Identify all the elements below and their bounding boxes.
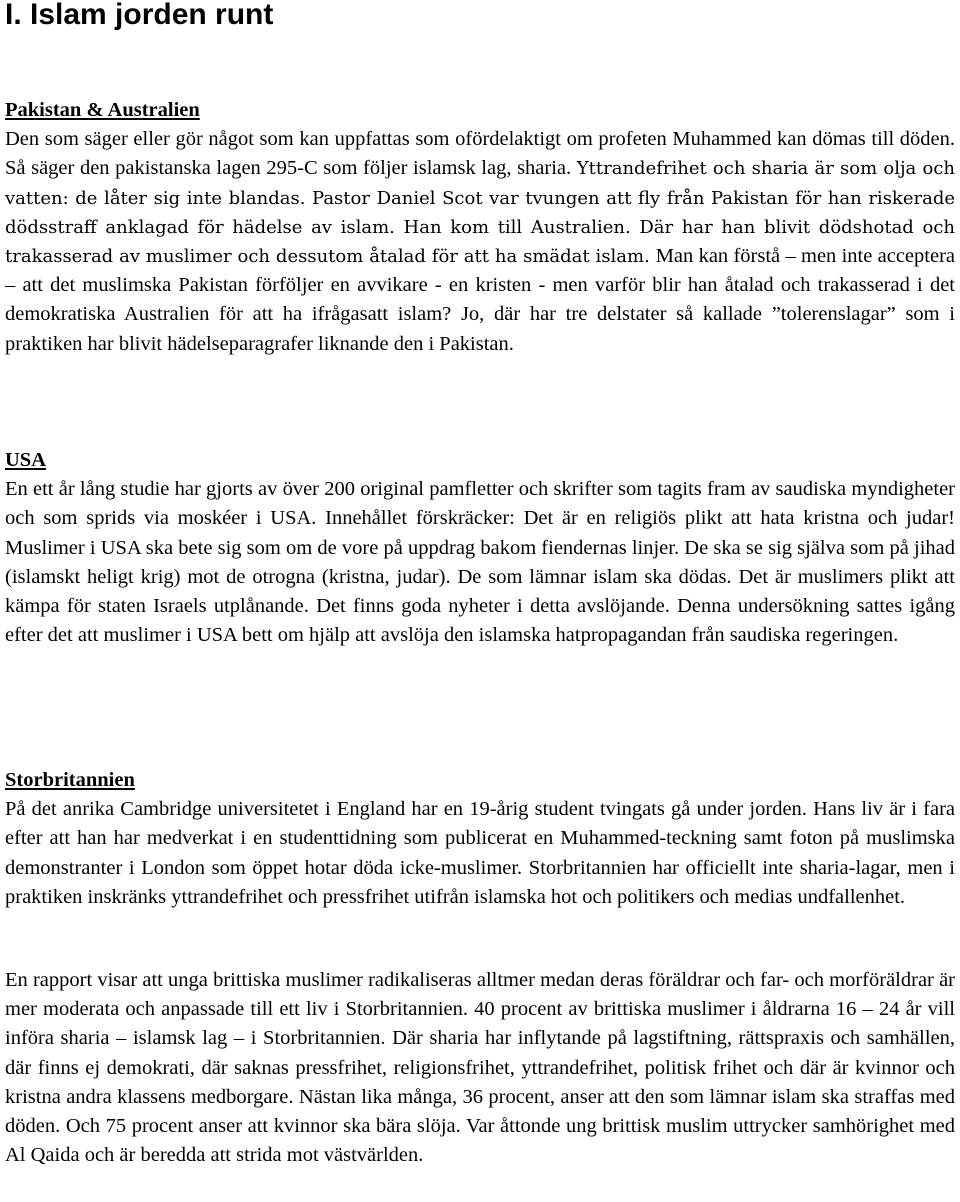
document-title: I. Islam jorden runt — [5, 0, 274, 31]
section-storbritannien — [5, 766, 955, 912]
section-heading-usa: USA — [5, 449, 47, 471]
paragraph-pakistan — [5, 125, 955, 359]
document-page — [5, 0, 955, 1167]
section-heading-pakistan: Pakistan & Australien — [5, 99, 200, 121]
pakistan-text-1: Den som säger eller gör något som kan uppfattas som ofördelaktigt om profeten Muhammed kan dömas till döden. Så säger den pakistanska lagen 295-C som följer islamsk lag, sharia. — [5, 128, 955, 180]
pakistan-text-4: Man kan förstå – men inte acceptera – att det muslimska Pakistan förföljer en avvikare - en kristen - men varför blir han åtalad och trakasserad i det demokratiska Australien för att ha ifrågasatt islam? Jo, där har tre delstater så kallade ”tolerenslagar” som i praktiken har blivit hädelseparagrafer liknande den i Pakistan. — [5, 245, 955, 355]
paragraph-storbritannien-2: En rapport visar att unga brittiska muslimer radikaliseras alltmer medan deras föräldrar och far- och morföräldrar är mer moderata och anpassade till ett liv i Storbritannien. 40 procent av brittiska muslimer i åldrarna 16 – 24 år vill införa sharia – islamsk lag – i Storbritannien. Där sharia har inflytande på lagstiftning, rättspraxis och samhällen, där finns ej demokrati, där saknas pressfrihet, religionsfrihet, yttrandefrihet, politisk frihet och där är kvinnor och kristna andra klassens medborgare. Nästan lika många, 36 procent, anser att den som lämnar islam ska straffas med döden. Och 75 procent anser att kvinnor ska bära slöja. Var åttonde ung brittisk muslim uttrycker samhörighet med Al Qaida och är beredda att strida mot västvärlden. — [5, 969, 955, 1167]
section-usa — [5, 446, 955, 650]
section-pakistan-australien — [5, 96, 955, 359]
paragraph-storbritannien-1: På det anrika Cambridge universitetet i England har en 19-årig student tvingats gå under jorden. Hans liv är i fara efter att han har medverkat i en studenttidning som publicerat en Muhammed-teckning samt foton på muslimska demonstranter i London som öppet hotar döda icke-muslimer. Storbritannien har officiellt inte sharia-lagar, men i praktiken inskränks yttrandefrihet och pressfrihet utifrån islamska hot och politikers och medias undfallenhet. — [5, 798, 955, 908]
pakistan-text-3: Pastor Daniel Scot var tvungen att fly från Pakistan för han riskerade dödsstraff anklagad för hädelse av islam. Han kom till Australien. Där har han blivit dödshotad och trakasserad av muslimer och dessutom åtalad för att ha smädat islam. — [5, 187, 955, 268]
pakistan-text-2: Yttrandefrihet och sharia är som olja och vatten: de låter sig inte blandas. — [5, 158, 955, 209]
paragraph-usa: En ett år lång studie har gjorts av över 200 original pamfletter och skrifter som tagits fram av saudiska myndigheter och som sprids via moskéer i USA. Innehållet förskräcker: Det är en religiös plikt att hata kristna och judar! Muslimer i USA ska bete sig som om de vore på uppdrag bakom fiendernas linjer. De ska se sig själva som på jihad (islamskt heligt krig) mot de otrogna (kristna, judar). De som lämnar islam ska dödas. Det är muslimers plikt att kämpa för staten Israels utplånande. Det finns goda nyheter i detta avslöjande. Denna undersökning sattes igång efter det att muslimer i USA bett om hjälp att avslöja den islamska hatpropagandan från saudiska regeringen. — [5, 478, 955, 647]
section-storbritannien-continued — [5, 966, 955, 1170]
section-heading-storbritannien: Storbritannien — [5, 769, 135, 791]
